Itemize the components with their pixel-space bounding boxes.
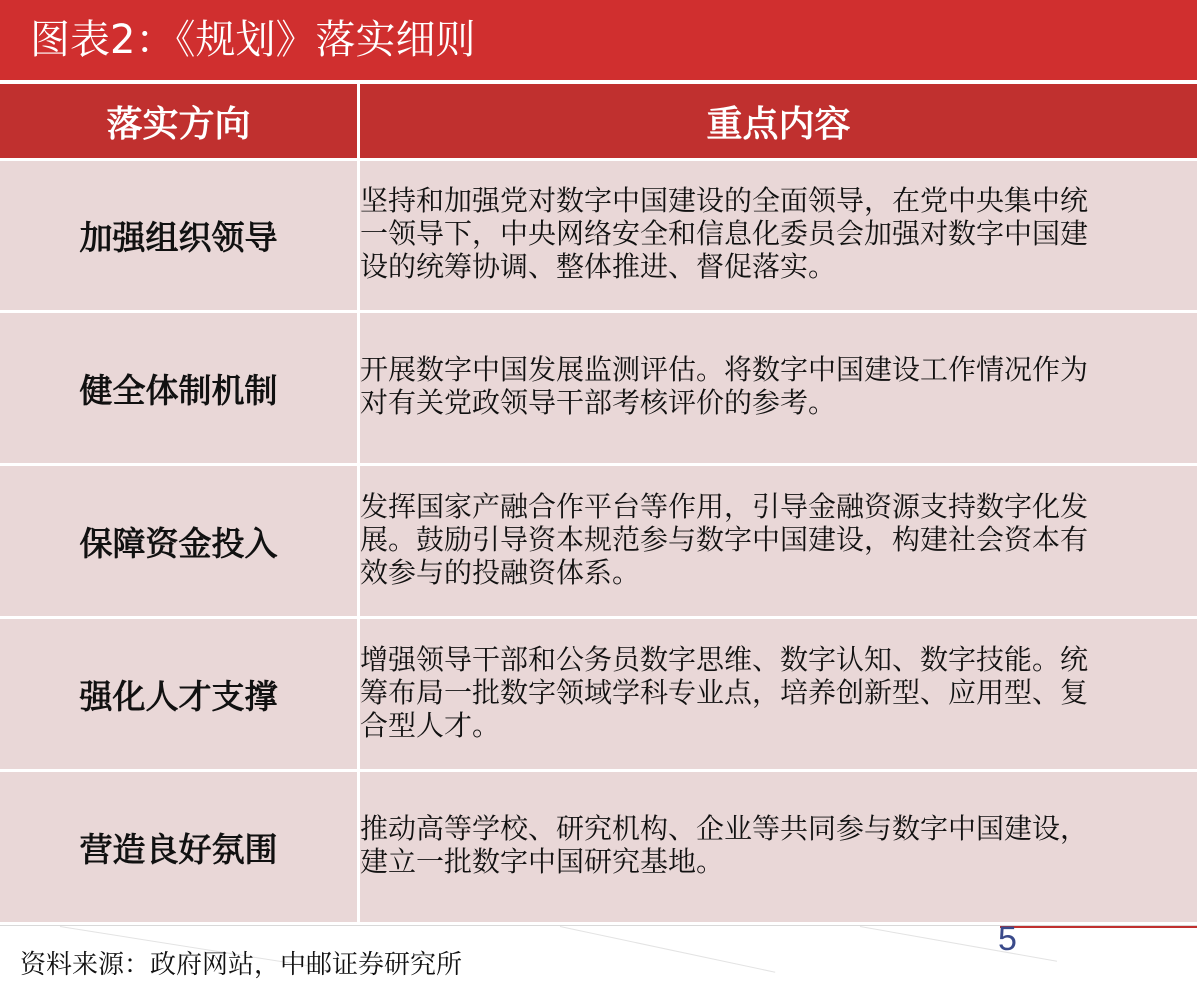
- row-label-mechanism: 健全体制机制: [0, 313, 357, 463]
- header-direction: 落实方向: [0, 84, 357, 158]
- title-bar: [0, 0, 1197, 80]
- row-label-atmosphere: 营造良好氛围: [0, 772, 357, 922]
- decorative-line: [560, 926, 775, 973]
- row-content-organization: [360, 161, 1197, 310]
- row-content-text: 坚持和加强党对数字中国建设的全面领导，在党中央集中统 一领导下，中央网络安全和信息化委员会加强对数字中国建 设的统筹协调、整体推进、督促落实。: [360, 184, 1089, 283]
- row-content-text: 增强领导干部和公务员数字思维、数字认知、数字技能。统 筹布局一批数字领域学科专业点，培养创新型、应用型、复 合型人才。: [360, 643, 1089, 742]
- row-content-atmosphere: [360, 772, 1197, 922]
- row-content-talent: [360, 619, 1197, 769]
- row-content-text: 发挥国家产融合作平台等作用，引导金融资源支持数字化发 展。鼓励引导资本规范参与数字中国建设，构建社会资本有 效参与的投融资体系。: [360, 490, 1089, 589]
- row-content-funding: [360, 466, 1197, 616]
- page-title: 图表2：《规划》落实细则: [30, 17, 476, 63]
- decorative-line: [860, 926, 1057, 962]
- row-label-organization: 加强组织领导: [0, 161, 357, 310]
- row-content-text: 开展数字中国发展监测评估。将数字中国建设工作情况作为 对有关党政领导干部考核评价的参考。: [360, 353, 1089, 419]
- source-note: 资料来源：政府网站，中邮证券研究所: [20, 950, 463, 980]
- accent-line: [1000, 926, 1197, 928]
- header-content: 重点内容: [360, 84, 1197, 158]
- row-label-talent: 强化人才支撑: [0, 619, 357, 769]
- page-number: 5: [998, 920, 1017, 958]
- row-label-funding: 保障资金投入: [0, 466, 357, 616]
- row-content-text: 推动高等学校、研究机构、企业等共同参与数字中国建设， 建立一批数字中国研究基地。: [360, 812, 1089, 878]
- row-content-mechanism: [360, 313, 1197, 463]
